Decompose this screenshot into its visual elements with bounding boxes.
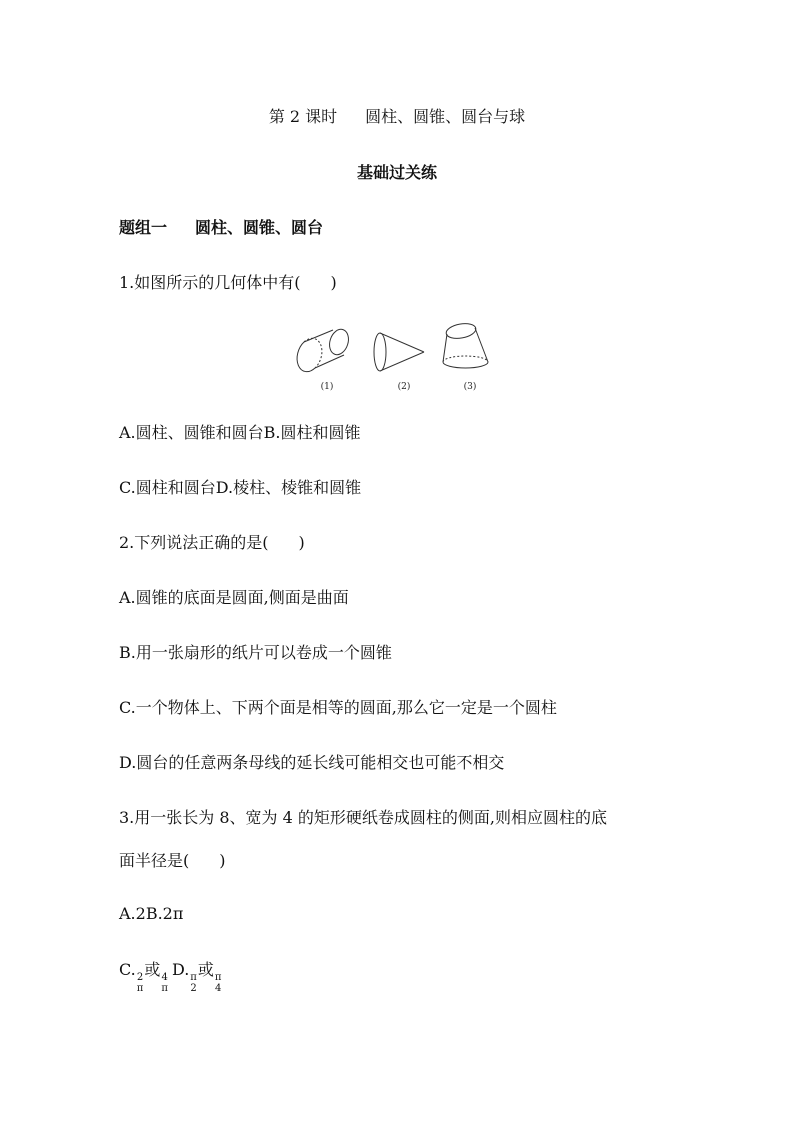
q3-c-fraction-2: 4 π xyxy=(161,971,168,994)
cylinder-figure xyxy=(297,327,352,372)
q3-option-c-label: C. xyxy=(119,960,136,979)
q3-option-d-label: D. xyxy=(171,960,190,979)
q1-stem-close: ) xyxy=(330,273,337,292)
q3-c-fraction-1: 2 π xyxy=(136,971,144,994)
q3-stem-line1: 3.用一张长为 8、宽为 4 的矩形硬纸卷成圆柱的侧面,则相应圆柱的底 xyxy=(119,808,607,827)
q3-stem-line2 xyxy=(119,849,694,873)
page-title xyxy=(0,105,794,129)
q2-option-a: A.圆锥的底面是圆面,侧面是曲面 xyxy=(119,588,349,607)
q1-solids-figure xyxy=(292,318,492,398)
q3-stem-text: 面半径是( xyxy=(119,851,190,870)
caption-3: (3) xyxy=(463,382,477,392)
q2-option-b: B.用一张扇形的纸片可以卷成一个圆锥 xyxy=(119,643,392,662)
section-title: 基础过关练 xyxy=(356,163,437,182)
caption-1: (1) xyxy=(320,382,334,392)
q2-option-d: D.圆台的任意两条母线的延长线可能相交也可能不相交 xyxy=(119,753,505,772)
caption-2: (2) xyxy=(397,382,411,392)
q2-stem-text: 2.下列说法正确的是( xyxy=(119,533,269,552)
q3-options-cd xyxy=(119,958,694,994)
q1-stem xyxy=(119,271,694,295)
lesson-label: 第 2 课时 xyxy=(268,107,338,126)
q3-options-ab: A.2B.2π xyxy=(119,904,184,923)
lesson-topic: 圆柱、圆锥、圆台与球 xyxy=(365,107,526,126)
q3-d-or: 或 xyxy=(197,960,214,979)
q3-d-fraction-2: π 4 xyxy=(214,971,222,994)
q1-stem-text: 1.如图所示的几何体中有( xyxy=(119,273,301,292)
q2-stem-close: ) xyxy=(298,533,305,552)
frustum-figure xyxy=(443,322,488,368)
q1-options-cd: C.圆柱和圆台D.棱柱、棱锥和圆锥 xyxy=(119,478,362,497)
q3-c-or: 或 xyxy=(144,960,161,979)
cone-figure xyxy=(374,333,424,371)
q3-d-fraction-1: π 2 xyxy=(190,971,197,994)
q2-stem xyxy=(119,531,694,555)
group-label: 题组一 xyxy=(119,218,168,237)
group-topic: 圆柱、圆锥、圆台 xyxy=(195,218,324,237)
q1-options-ab: A.圆柱、圆锥和圆台B.圆柱和圆锥 xyxy=(119,423,361,442)
q3-stem-close: ) xyxy=(219,851,226,870)
q2-option-c: C.一个物体上、下两个面是相等的圆面,那么它一定是一个圆柱 xyxy=(119,698,557,717)
group-heading xyxy=(119,216,694,240)
